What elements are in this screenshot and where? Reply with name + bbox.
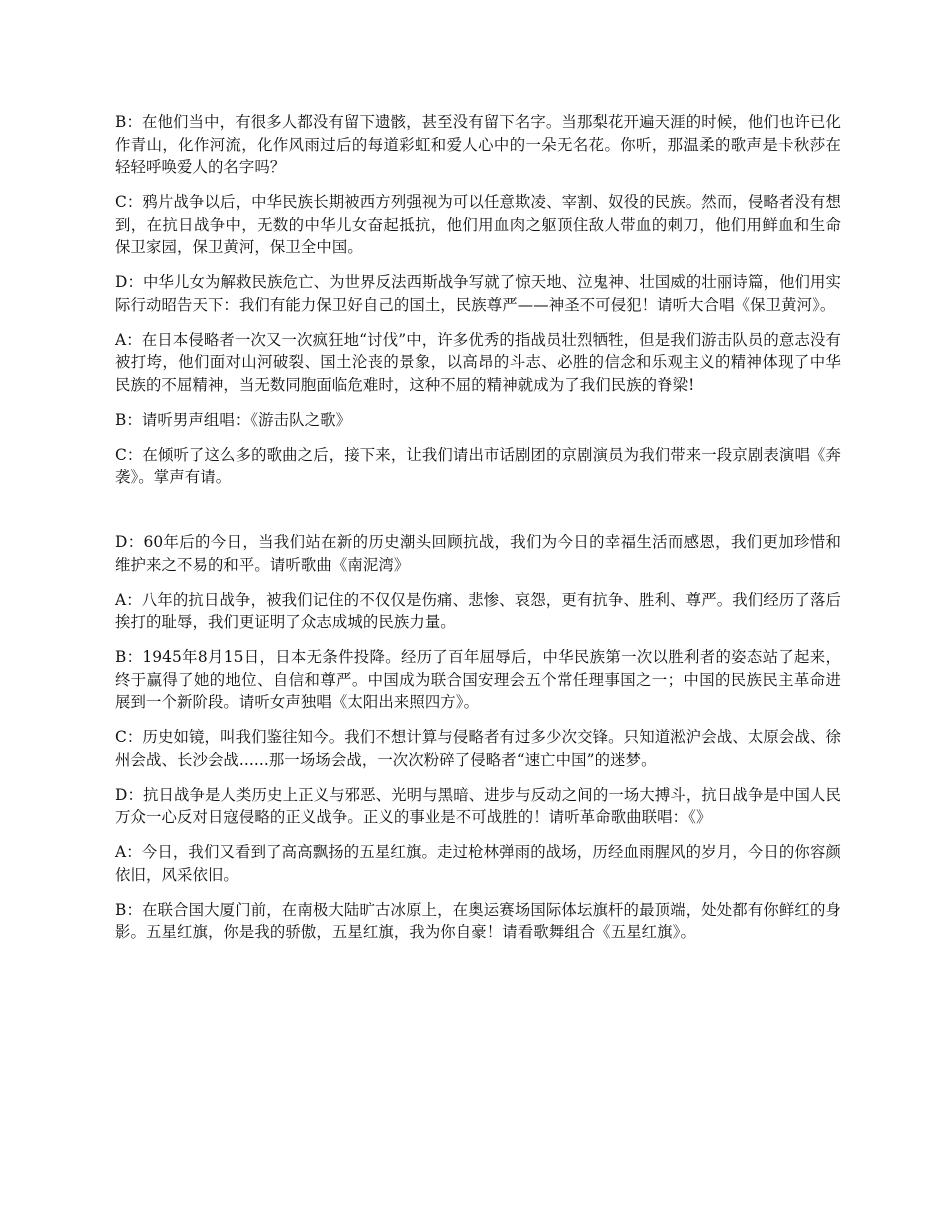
paragraph-b-surrender-1945: B：1945年8月15日，日本无条件投降。经历了百年屈辱后，中华民族第一次以胜利者的姿态站了起来，终于赢得了她的地位、自信和尊严。中国成为联合国安理会五个常任理事国之一；中国的民族民主革命进展到一个新阶段。请听女声独唱《太阳出来照四方》。 bbox=[115, 648, 841, 711]
section-gap bbox=[115, 501, 841, 531]
paragraph-a-five-star-flag: A：今日，我们又看到了高高飘扬的五星红旗。走过枪林弹雨的战场，历经血雨腥风的岁月，今日的你容颜依旧，风采依旧。 bbox=[115, 843, 841, 884]
paragraph-b-guerrilla-song: B：请听男声组唱：《游击队之歌》 bbox=[115, 410, 352, 429]
paragraph-b-flag-pride: B：在联合国大厦门前，在南极大陆旷古冰原上，在奥运赛场国际体坛旗杆的最顶端，处处都有你鲜红的身影。五星红旗，你是我的骄傲，五星红旗，我为你自豪！请看歌舞组合《五星红旗》。 bbox=[115, 900, 841, 941]
paragraph-c-peking-opera: C：在倾听了这么多的歌曲之后，接下来，让我们请出市话剧团的京剧演员为我们带来一段京剧表演唱《奔袭》。掌声有请。 bbox=[115, 445, 841, 486]
paragraph-d-just-war: D：抗日战争是人类历史上正义与邪恶、光明与黑暗、进步与反动之间的一场大搏斗，抗日战争是中国人民万众一心反对日寇侵略的正义战争。正义的事业是不可战胜的！请听革命歌曲联唱：《》 bbox=[115, 785, 841, 826]
paragraph-b-heroes-names: B：在他们当中，有很多人都没有留下遗骸，甚至没有留下名字。当那梨花开遍天涯的时候，他们也许已化作青山，化作河流，化作风雨过后的每道彩虹和爱人心中的一朵无名花。你听，那温柔的歌声是卡秋莎在轻轻呼唤爱人的名字吗？ bbox=[115, 113, 841, 176]
paragraph-c-history-mirror: C：历史如镜，叫我们鉴往知今。我们不想计算与侵略者有过多少次交锋。只知道淞沪会战、太原会战、徐州会战、长沙会战......那一场场会战，一次次粉碎了侵略者“速亡中国”的迷梦。 bbox=[115, 728, 841, 769]
paragraph-d-defend-yellow-river: D：中华儿女为解救民族危亡、为世界反法西斯战争写就了惊天地、泣鬼神、壮国威的壮丽诗篇，他们用实际行动昭告天下：我们有能力保卫好自己的国土，民族尊严——神圣不可侵犯！请听大合唱《保卫黄河》。 bbox=[115, 273, 841, 314]
script-body bbox=[115, 111, 841, 956]
paragraph-d-nanniwan: D：60年后的今日，当我们站在新的历史潮头回顾抗战，我们为今日的幸福生活而感恩，我们更加珍惜和维护来之不易的和平。请听歌曲《南泥湾》 bbox=[115, 533, 841, 574]
paragraph-a-guerrilla-spirit: A：在日本侵略者一次又一次疯狂地“讨伐”中，许多优秀的指战员壮烈牺牲，但是我们游击队员的意志没有被打垮，他们面对山河破裂、国土沦丧的景象，以高昂的斗志、必胜的信念和乐观主义的精神体现了中华民族的不屈精神，当无数同胞面临危难时，这种不屈的精神就成为了我们民族的脊梁! bbox=[115, 330, 841, 394]
paragraph-c-opium-war: C：鸦片战争以后，中华民族长期被西方列强视为可以任意欺凌、宰割、奴役的民族。然而，侵略者没有想到，在抗日战争中，无数的中华儿女奋起抵抗，他们用血肉之躯顶住敌人带血的刺刀，他们用鲜血和生命保卫家园，保卫黄河，保卫全中国。 bbox=[115, 193, 841, 256]
paragraph-a-eight-years: A：八年的抗日战争，被我们记住的不仅仅是伤痛、悲惨、哀怨，更有抗争、胜利、尊严。我们经历了落后挨打的耻辱，我们更证明了众志成城的民族力量。 bbox=[115, 590, 841, 631]
